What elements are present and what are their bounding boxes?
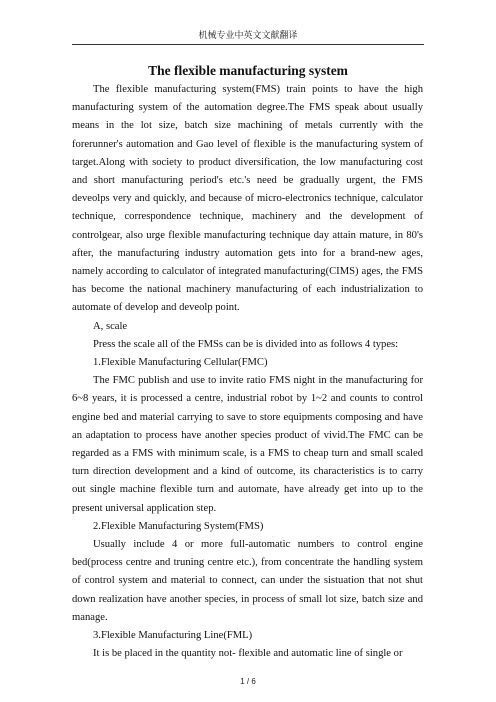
item2-heading: 2.Flexible Manufacturing System(FMS): [93, 520, 264, 532]
header-divider: [72, 44, 424, 45]
document-body: [72, 81, 423, 664]
section-heading-scale: A, scale: [93, 320, 128, 332]
item2-paragraph: Usually include 4 or more full-automatic numbers to control engine bed(process centre and truning centre etc.), from concentrate the handling system of control system and material to connect, can under the sistuation that not shut down realization have another species, in process of small lot size, batch size and manage.: [72, 539, 423, 623]
item3-paragraph: It is be placed in the quantity not- flexible and automatic line of single or: [93, 648, 403, 660]
scale-intro-paragraph: Press the scale all of the FMSs can be is divided into as follows 4 types:: [93, 338, 399, 350]
intro-paragraph: The flexible manufacturing system(FMS) train points to have the high manufacturing system of the automation degree.The FMS speak about usually means in the lot size, batch size machining of metals currently with the forerunner's automation and Gao level of flexible is the manufacturing system of target.Along with society to product diversification, the low manufacturing cost and short manufacturing period's etc.'s need be gradually urgent, the FMS deveolps very and quickly, and because of micro-electronics technique, calculator technique, correspondence technique, machinery and the development of controlgear, also urge flexible manufacturing technique day attain mature, in 80's after, the manufacturing industry automation gets into for a brand-new ages, namely according to calculator of integrated manufacturing(CIMS) ages, the FMS has become the national machinery manufacturing of each industrialization to automate of develop and deveolp point.: [72, 84, 423, 314]
item3-heading: 3.Flexible Manufacturing Line(FML): [93, 630, 253, 642]
page-number: 1 / 6: [240, 677, 256, 686]
document-title: The flexible manufacturing system: [148, 63, 348, 78]
page-header: 机械专业中英文文献翻译: [198, 31, 298, 41]
item1-paragraph: The FMC publish and use to invite ratio FMS night in the manufacturing for 6~8 years, it is processed a centre, industrial robot by 1~2 and counts to control engine bed and material carrying to save to store equipments composing and have an adaptation to process have another species product of vivid.The FMC can be regarded as a FMS with minimum scale, is a FMS to cheap turn and small scaled turn direction development and a kind of outcome, its characteristics is to carry out single machine flexible turn and automate, have already get into up to the present universal application step.: [72, 375, 423, 514]
item1-heading: 1.Flexible Manufacturing Cellular(FMC): [93, 357, 268, 369]
